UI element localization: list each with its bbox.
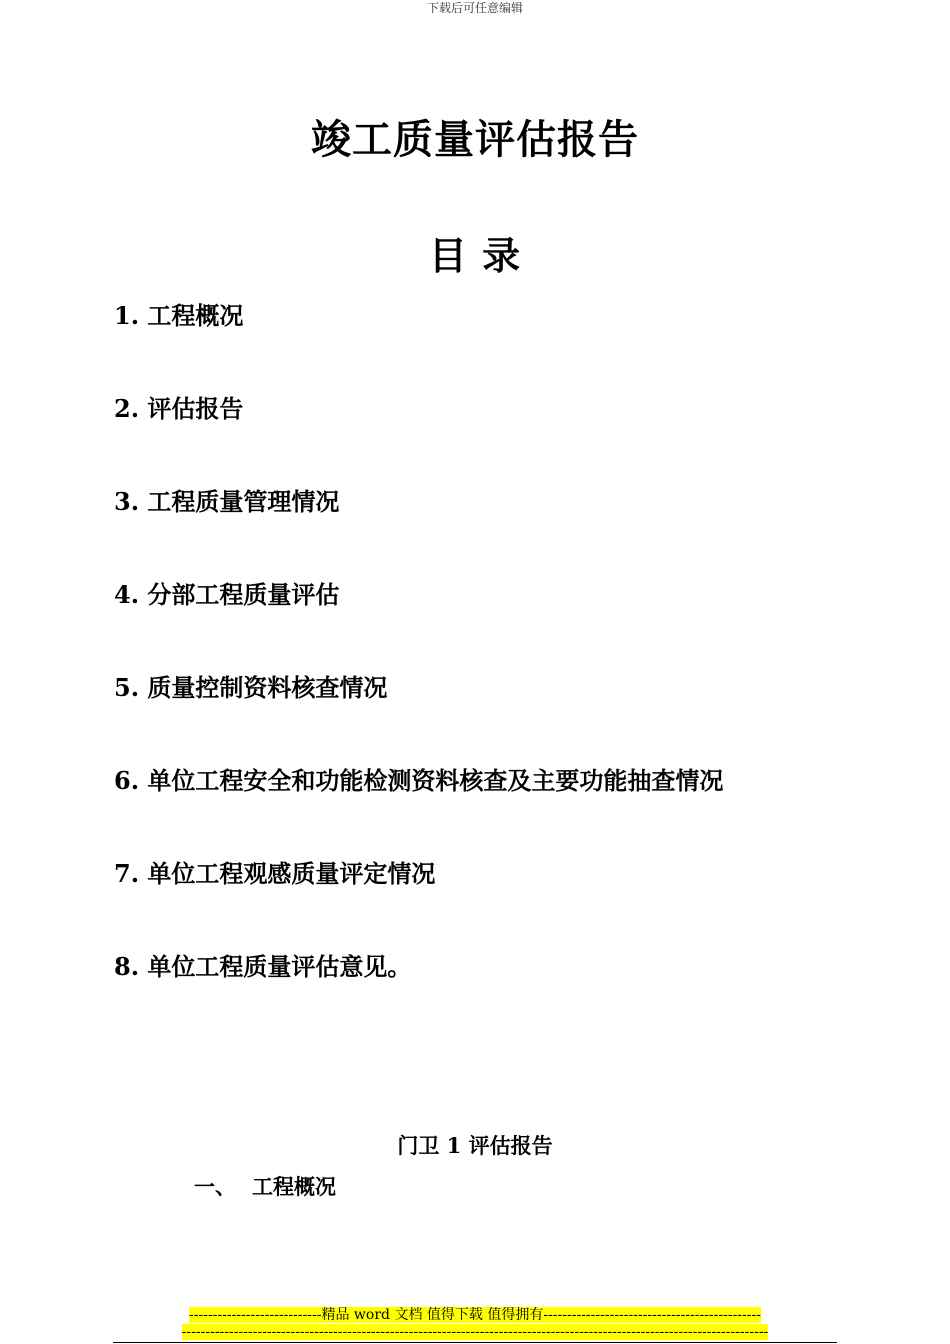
- toc-item-1: 1. 工程概况: [114, 301, 244, 330]
- section-heading-label: 工程概况: [252, 1174, 336, 1199]
- footer-dash-text: ----------------------------------------------------------------------------------------------------------------------------: [181, 1324, 769, 1340]
- toc-item-2: 2. 评估报告: [114, 394, 244, 423]
- footer-divider: [113, 1342, 837, 1343]
- toc-item-8: 8. 单位工程质量评估意见。: [114, 952, 412, 981]
- footer-dash-line: [0, 1324, 950, 1340]
- document-title: 竣工质量评估报告: [311, 116, 639, 163]
- footer-banner-text: ----------------------------精品 word 文档 值得下载 值得拥有----------------------------------------------: [189, 1307, 761, 1323]
- toc-item-3: 3. 工程质量管理情况: [114, 487, 340, 516]
- page-header-note: 下载后可任意编辑: [426, 1, 523, 15]
- table-of-contents: [114, 298, 723, 1042]
- toc-item-4: 4. 分部工程质量评估: [114, 580, 340, 609]
- footer-banner: [0, 1307, 950, 1323]
- toc-item-5: 5. 质量控制资料核查情况: [114, 673, 388, 702]
- section-title: 门卫 1 评估报告: [397, 1133, 553, 1158]
- section-heading: [194, 1172, 336, 1202]
- toc-title: 目 录: [428, 233, 522, 278]
- section-heading-number: 一、: [194, 1174, 236, 1199]
- toc-item-6: 6. 单位工程安全和功能检测资料核查及主要功能抽查情况: [114, 766, 724, 795]
- toc-item-7: 7. 单位工程观感质量评定情况: [114, 859, 436, 888]
